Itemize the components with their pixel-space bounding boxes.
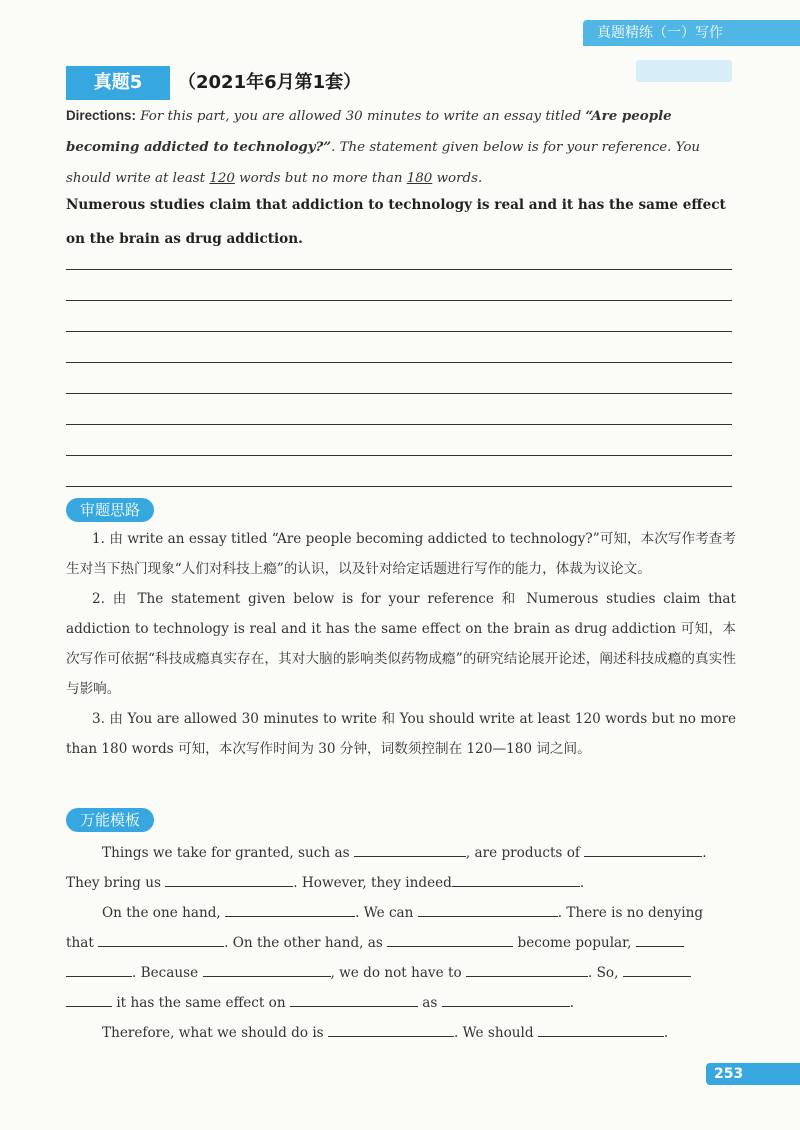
- directions-text-3: words but no more than: [234, 171, 407, 186]
- essay-title: “Are people becoming addicted to technology?”: [66, 108, 672, 155]
- template-blank[interactable]: [225, 902, 355, 917]
- header-section-tab: 真题精练（一）写作: [583, 20, 800, 46]
- analysis-body: [66, 524, 736, 764]
- template-text: . However, they indeed: [293, 875, 452, 891]
- template-blank[interactable]: [66, 962, 132, 977]
- directions-label: Directions:: [66, 108, 136, 123]
- template-text: it has the same effect on: [116, 995, 286, 1011]
- analysis-heading: 审题思路: [66, 498, 154, 522]
- template-blank[interactable]: [387, 932, 513, 947]
- template-text: They bring us: [66, 875, 161, 891]
- template-text: On the one hand,: [102, 905, 221, 921]
- answer-line[interactable]: [66, 362, 732, 393]
- template-blank[interactable]: [623, 962, 691, 977]
- template-row: Therefore, what we should do is . We should .: [66, 1018, 746, 1048]
- directions-text-2: . The statement given below is for your reference. You should write at least: [66, 140, 701, 186]
- page-number: 253: [706, 1063, 800, 1085]
- answer-line[interactable]: [66, 269, 732, 300]
- template-text: . On the other hand, as: [224, 935, 383, 951]
- analysis-point-3: 3. 由 You are allowed 30 minutes to write 和 You should write at least 120 words but no more than 180 words 可知，本次写作时间为 30 分钟，词数须控制在 120—180 词之间。: [66, 711, 736, 757]
- template-text: . So,: [587, 965, 619, 981]
- template-row: [66, 958, 746, 988]
- template-row: [66, 898, 746, 928]
- template-blank[interactable]: [328, 1022, 454, 1037]
- directions-text-1: For this part, you are allowed 30 minutes to write an essay titled: [135, 109, 586, 124]
- max-words: 180: [406, 171, 433, 186]
- template-text: , we do not have to: [330, 965, 462, 981]
- template-text: Things we take for granted, such as: [102, 845, 350, 861]
- template-blank[interactable]: [354, 842, 466, 857]
- template-heading: 万能模板: [66, 808, 154, 832]
- directions-text-4: words.: [432, 171, 483, 186]
- template-blank[interactable]: [203, 962, 331, 977]
- template-blank[interactable]: [165, 872, 293, 887]
- header-decoration: [636, 60, 732, 82]
- template-blank[interactable]: [442, 992, 570, 1007]
- reference-statement: Numerous studies claim that addiction to technology is real and it has the same effect on the brain as drug addiction.: [66, 197, 726, 247]
- answer-line[interactable]: [66, 331, 732, 362]
- template-blank[interactable]: [452, 872, 580, 887]
- template-text: . Because: [132, 965, 199, 981]
- answer-line[interactable]: [66, 300, 732, 331]
- template-blank[interactable]: [418, 902, 558, 917]
- directions: [66, 100, 732, 194]
- answer-line[interactable]: [66, 486, 732, 517]
- template-row: Things we take for granted, such as , are products of .: [66, 838, 746, 868]
- template-text: . We should: [454, 1025, 534, 1041]
- template-text: as: [422, 995, 438, 1011]
- template-blank[interactable]: [584, 842, 702, 857]
- template-text: become popular,: [517, 935, 632, 951]
- template-blank[interactable]: [66, 992, 112, 1007]
- answer-line[interactable]: [66, 393, 732, 424]
- template-text: . We can: [355, 905, 414, 921]
- question-source: （2021年6月第1套）: [178, 72, 362, 93]
- template-text: , are products of: [465, 845, 580, 861]
- analysis-point-1: 1. 由 write an essay titled “Are people becoming addicted to technology?”可知，本次写作考查考生对当下热门现象“人们对科技上瘾”的认识，以及针对给定话题进行写作的能力，体裁为议论文。: [66, 531, 736, 577]
- answer-line[interactable]: [66, 424, 732, 455]
- template-blank[interactable]: [98, 932, 224, 947]
- template-text: that: [66, 935, 94, 951]
- template-text: Therefore, what we should do is: [102, 1025, 324, 1041]
- template-blank[interactable]: [290, 992, 418, 1007]
- essay-template: [66, 838, 746, 1048]
- answer-lines[interactable]: [66, 269, 732, 517]
- template-row: They bring us . However, they indeed .: [66, 868, 746, 898]
- analysis-point-2: 2. 由 The statement given below is for your reference 和 Numerous studies claim that addiction to technology is real and it has the same effect on the brain as drug addiction 可知，本次写作可依据“科技成瘾真实存在，其对大脑的影响类似药物成瘾”的研究结论展开论述，阐述科技成瘾的真实性与影响。: [66, 591, 736, 697]
- min-words: 120: [209, 171, 235, 186]
- template-blank[interactable]: [466, 962, 588, 977]
- template-blank[interactable]: [538, 1022, 664, 1037]
- template-row: it has the same effect on as .: [66, 988, 746, 1018]
- answer-line[interactable]: [66, 455, 732, 486]
- template-blank[interactable]: [636, 932, 684, 947]
- question-badge: 真题5: [66, 66, 170, 100]
- template-text: . There is no denying: [557, 905, 704, 921]
- template-row: [66, 928, 746, 958]
